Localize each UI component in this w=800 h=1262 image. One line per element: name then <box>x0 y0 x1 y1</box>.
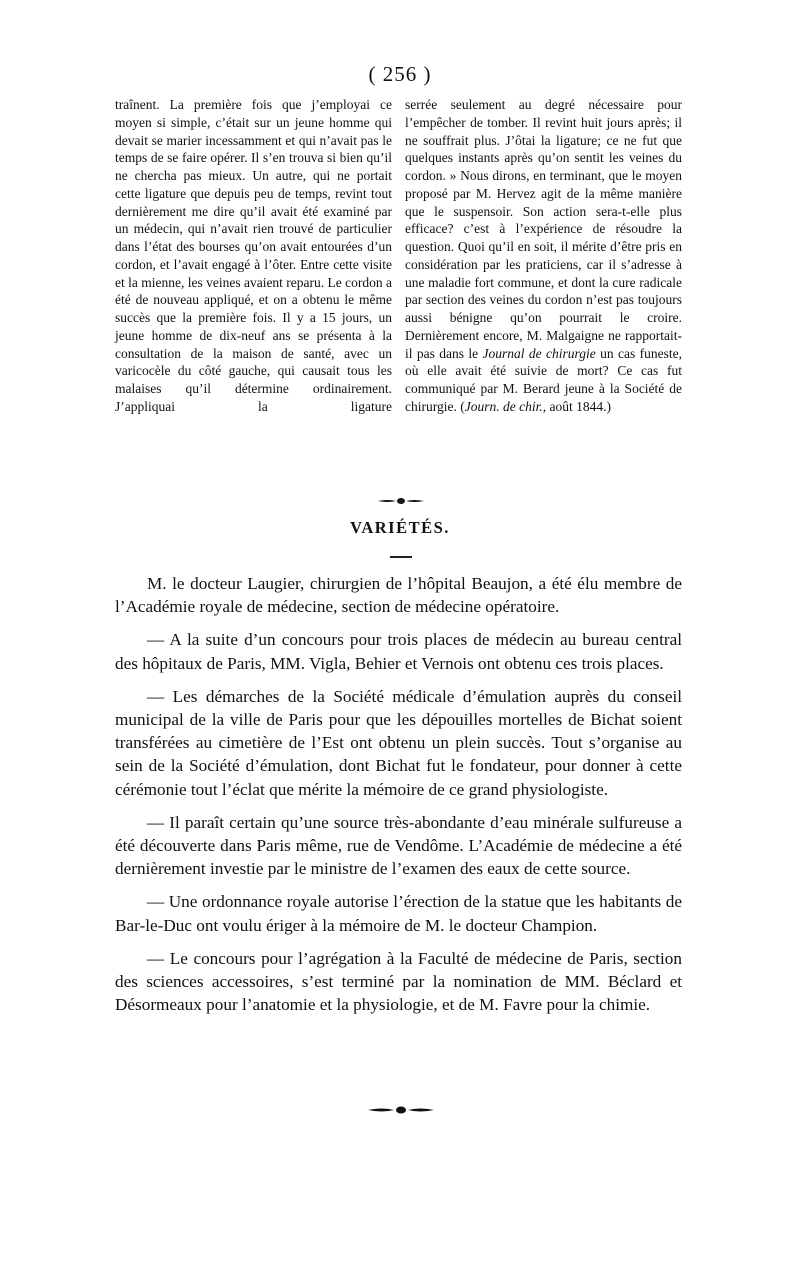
article-paragraph: — Une ordonnance royale autorise l’érection de la statue que les habitants de Bar-le-Duc ont voulu ériger à la mémoire de M. le docteur Champion. <box>115 892 682 935</box>
right-column-text-1: serrée seulement au degré nécessaire pour l’empêcher de tomber. Il revint huit jours après; il ne souffrait plus. J’ôtai la ligature; ce ne fut que quelques instants après qu’on sentit les veines du cordon. » Nous dirons, en terminant, que le moyen proposé par M. Hervez agit de la même manière que le suspensoir. Son action sera-t-elle plus efficace? c’est à l’expérience de résoudre la question. Quoi qu’il en soit, il mérite d’être pris en considération par les praticiens, car il s’adresse à une maladie fort commune, et dont la cure radicale par section des veines du cordon n’est pas toujours aussi bénigne qu’on pourrait le croire. Dernièrement encore, M. Malgaigne ne rapportait-il pas dans le <box>405 97 682 361</box>
citation-journal: Journ. de chir. <box>464 398 543 414</box>
left-column <box>115 96 392 416</box>
article-paragraph: — Les démarches de la Société médicale d’émulation auprès du conseil municipal de la ville de Paris pour que les dépouilles mortelles de Bichat soient transférées au cimetière de l’Est ont obtenu un plein succès. Tout s’organise au sein de la Société d’émulation, dont Bichat fut le fondateur, pour donner à cette cérémonie tout l’éclat que mérite la mémoire de ce grand physiologiste. <box>115 686 682 799</box>
citation-date: , août 1844.) <box>542 398 611 414</box>
article-paragraph: — Il paraît certain qu’une source très-abondante d’eau minérale sulfureuse a été découverte dans Paris même, rue de Vendôme. L’Académie de médecine a été dernièrement investie par le ministre de l’examen des eaux de cette source. <box>115 812 682 879</box>
section-title: VARIÉTÉS. <box>350 518 450 537</box>
page-number: ( 256 ) <box>368 62 432 86</box>
left-column-paragraph: traînent. La première fois que j’employai ce moyen si simple, c’était sur un jeune homme qui devait se marier incessamment et qui n’avait pas le temps de se faire opérer. Il s’en trouva si bien qu’il ne chercha pas mieux. Un autre, qui ne portait cette ligature que depuis peu de temps, revint tout dernièrement me dire qu’il avait été examiné par un médecin, qui n’avait rien trouvé de particulier dans l’état des bourses qu’on avait entourées d’un cordon, et l’avait engagé à l’ôter. Entre cette visite et la mienne, les veines avaient reparu. Le cordon a été de nouveau appliqué, et on a obtenu le même succès que la première fois. Il y a 15 jours, un jeune homme de dix-neuf ans se présenta à la consultation de la maison de santé, avec un varicocèle du côté gauche, qui causait tous les malaises qu’il détermine ordinairement. J’appliquai la ligature <box>115 97 393 414</box>
title-rule <box>390 556 412 558</box>
article-paragraph: — Le concours pour l’agrégation à la Faculté de médecine de Paris, section des sciences accessoires, s’est terminé par la nomination de MM. Béclard et Désormeaux pour l’anatomie et la physiologie, et de M. Favre pour la chimie. <box>115 948 682 1015</box>
varietes-articles <box>115 572 682 1026</box>
right-column-paragraph <box>405 96 682 416</box>
article-paragraph: — A la suite d’un concours pour trois places de médecin au bureau central des hôpitaux de Paris, MM. Vigla, Behier et Vernois ont obtenu ces trois places. <box>115 630 682 673</box>
right-column <box>405 96 682 416</box>
end-of-page-ornament-icon <box>366 1104 436 1116</box>
section-divider-ornament-icon <box>376 496 426 506</box>
journal-name: Journal de chirurgie <box>482 345 596 361</box>
two-column-text <box>115 96 682 416</box>
article-paragraph: M. le docteur Laugier, chirurgien de l’hôpital Beaujon, a été élu membre de l’Académie royale de médecine, section de médecine opératoire. <box>115 574 682 617</box>
right-column-text-2: un cas funeste, où elle avait été suivie de mort? Ce cas fut communiqué par M. Berard jeune à la Société de chirurgie. ( <box>405 345 683 414</box>
